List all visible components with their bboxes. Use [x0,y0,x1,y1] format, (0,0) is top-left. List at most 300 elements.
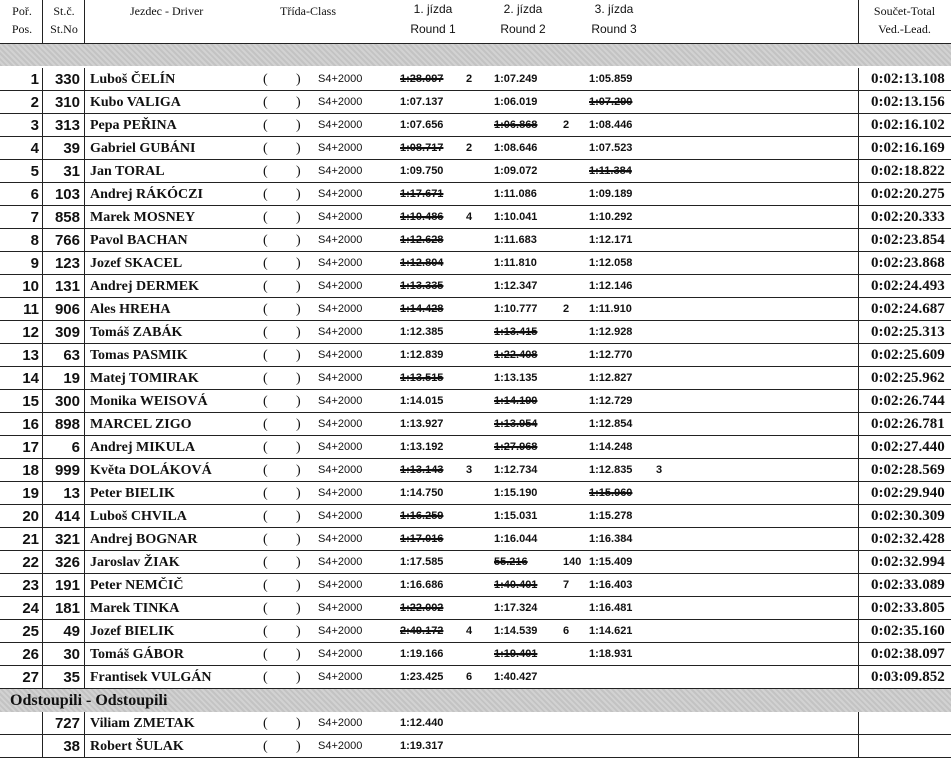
paren-close: ) [296,440,301,455]
driver-name: Peter BIELIK [90,486,175,501]
round3-time: 1:16.384 [589,533,633,545]
header-driver: Jezdec - Driver [130,4,204,18]
class-label: S4+2000 [318,73,363,85]
round2-time: 1:14.539 [494,625,538,637]
class-label: S4+2000 [318,533,363,545]
round2-time: 1:40.401 [494,579,538,591]
header-pos-cz: Poř. [12,4,32,18]
grid-line [858,666,859,689]
grid-line [84,160,85,183]
total-time: 0:02:32.994 [871,554,945,570]
round2-time: 1:11.683 [494,234,537,246]
grid-line [858,298,859,321]
paren-open: ( [263,601,268,616]
class-label: S4+2000 [318,372,363,384]
start-number: 49 [63,623,80,640]
grid-line [84,597,85,620]
paren-close: ) [296,555,301,570]
start-number: 191 [54,577,80,594]
driver-name: Monika WEISOVÁ [90,394,208,409]
paren-close: ) [296,279,301,294]
grid-line [84,505,85,528]
class-label: S4+2000 [318,671,363,683]
position: 17 [22,439,39,456]
header-lead: Ved.-Lead. [878,22,931,36]
round2-time: 1:13.954 [494,418,538,430]
class-label: S4+2000 [318,441,363,453]
table-row [0,183,951,206]
total-time: 0:02:28.569 [871,462,945,478]
grid-line [42,551,43,574]
grid-line [42,528,43,551]
paren-close: ) [296,532,301,547]
table-row [0,390,951,413]
start-number: 313 [54,117,80,134]
round3-time: 1:12.058 [589,257,633,269]
round2-time: 1:15.031 [494,510,538,522]
class-label: S4+2000 [318,418,363,430]
paren-close: ) [296,739,301,754]
driver-name: Tomáš ZABÁK [90,325,183,340]
round1-note: 2 [466,142,473,154]
paren-open: ( [263,647,268,662]
class-label: S4+2000 [318,349,363,361]
grid-line [42,436,43,459]
round1-note: 2 [466,73,473,85]
start-number: 310 [54,94,80,111]
paren-close: ) [296,601,301,616]
grid-line [42,482,43,505]
paren-close: ) [296,578,301,593]
class-label: S4+2000 [318,556,363,568]
header-class: Třída-Class [280,4,336,18]
paren-open: ( [263,348,268,363]
paren-open: ( [263,624,268,639]
position: 11 [23,301,39,318]
position: 23 [22,577,39,594]
total-time: 0:02:23.854 [871,232,945,248]
round2-time: 1:11.810 [494,257,537,269]
driver-name: Marek TINKA [90,601,180,616]
round1-time: 1:13.143 [400,464,444,476]
class-label: S4+2000 [318,740,363,752]
grid-line [84,482,85,505]
round2-time: 1:16.044 [494,533,538,545]
round3-time: 1:07.523 [589,142,633,154]
round3-time: 1:12.835 [589,464,633,476]
driver-name: Květa DOLÁKOVÁ [90,463,212,478]
paren-close: ) [296,716,301,731]
paren-open: ( [263,532,268,547]
driver-name: MARCEL ZIGO [90,417,192,432]
grid-line [42,459,43,482]
total-time: 0:02:27.440 [871,439,945,455]
grid-line [84,206,85,229]
paren-close: ) [296,302,301,317]
round3-time: 1:11.910 [589,303,632,315]
grid-line [42,735,43,758]
table-row [0,505,951,528]
round3-time: 1:18.931 [589,648,633,660]
position: 7 [30,209,39,226]
round1-time: 1:17.585 [400,556,444,568]
class-label: S4+2000 [318,602,363,614]
total-time: 0:02:23.868 [871,255,945,271]
paren-open: ( [263,164,268,179]
table-row [0,413,951,436]
round1-time: 1:19.317 [400,740,444,752]
table-row [0,620,951,643]
paren-open: ( [263,555,268,570]
total-time: 0:02:24.687 [871,301,945,317]
round1-time: 1:08.717 [400,142,444,154]
grid-line [84,229,85,252]
paren-close: ) [296,670,301,685]
header-round2-cz: 2. jízda [503,2,543,16]
round2-note: 2 [563,303,570,315]
grid-line [84,367,85,390]
paren-close: ) [296,509,301,524]
grid-line [84,551,85,574]
grid-line [858,0,859,43]
row-divider [0,757,951,758]
round1-time: 1:14.750 [400,487,444,499]
round1-time: 1:22.002 [400,602,444,614]
grid-line [42,137,43,160]
paren-open: ( [263,509,268,524]
total-time: 0:02:13.156 [871,94,945,110]
grid-line [42,91,43,114]
paren-open: ( [263,325,268,340]
position: 8 [30,232,39,249]
class-label: S4+2000 [318,188,363,200]
class-label: S4+2000 [318,234,363,246]
driver-name: Andrej DERMEK [90,279,200,294]
round2-note: 6 [563,625,570,637]
paren-open: ( [263,394,268,409]
total-time: 0:02:25.962 [871,370,945,386]
paren-open: ( [263,371,268,386]
round3-time: 1:12.146 [589,280,633,292]
round1-time: 1:07.137 [400,96,444,108]
table-row [0,643,951,666]
grid-line [84,620,85,643]
table-row [0,275,951,298]
driver-name: Frantisek VULGÁN [90,670,212,685]
round1-time: 1:17.671 [400,188,444,200]
class-label: S4+2000 [318,717,363,729]
paren-open: ( [263,256,268,271]
grid-line [858,91,859,114]
grid-line [84,91,85,114]
grid-line [42,574,43,597]
table-row [0,321,951,344]
total-time: 0:02:33.805 [871,600,945,616]
class-label: S4+2000 [318,579,363,591]
table-row [0,206,951,229]
total-time: 0:02:24.493 [871,278,945,294]
total-time: 0:02:16.169 [871,140,945,156]
grid-line [84,298,85,321]
grid-line [42,160,43,183]
round2-time: 55.216 [494,556,528,568]
total-time: 0:03:09.852 [871,669,945,685]
paren-close: ) [296,187,301,202]
retired-section-header [0,689,951,712]
round1-time: 1:10.486 [400,211,444,223]
grid-line [858,735,859,758]
grid-line [84,183,85,206]
paren-open: ( [263,440,268,455]
round2-time: 1:13.135 [494,372,538,384]
position: 18 [22,462,39,479]
round2-time: 1:06.019 [494,96,538,108]
total-time: 0:02:26.781 [871,416,945,432]
round2-time: 1:06.868 [494,119,538,131]
round3-time: 1:12.827 [589,372,633,384]
position: 5 [30,163,39,180]
driver-name: Pavol BACHAN [90,233,188,248]
total-time: 0:02:25.313 [871,324,945,340]
position: 4 [30,140,39,157]
paren-open: ( [263,233,268,248]
grid-line [858,436,859,459]
table-row [0,436,951,459]
start-number: 321 [54,531,80,548]
table-row [0,114,951,137]
total-time: 0:02:32.428 [871,531,945,547]
round1-time: 1:23.425 [400,671,444,683]
round3-note: 3 [656,464,663,476]
paren-open: ( [263,95,268,110]
grid-line [858,114,859,137]
grid-line [858,367,859,390]
start-number: 330 [54,71,80,88]
grid-line [858,183,859,206]
grid-line [42,666,43,689]
round1-time: 1:12.839 [400,349,444,361]
start-number: 858 [54,209,80,226]
position: 19 [22,485,39,502]
grid-line [84,344,85,367]
header-round3-cz: 3. jízda [594,2,634,16]
grid-line [42,114,43,137]
driver-name: Kubo VALIGA [90,95,181,110]
grid-line [858,68,859,91]
driver-name: Gabriel GUBÁNI [90,141,196,156]
position: 9 [30,255,39,272]
header-divider [0,43,951,44]
driver-name: Andrej MIKULA [90,440,196,455]
header-band [0,44,951,66]
class-label: S4+2000 [318,257,363,269]
table-row [0,229,951,252]
grid-line [858,275,859,298]
grid-line [42,68,43,91]
round1-time: 1:19.166 [400,648,444,660]
round3-time: 1:12.854 [589,418,633,430]
total-time: 0:02:18.822 [871,163,945,179]
table-row [0,551,951,574]
driver-name: Jozef SKACEL [90,256,183,271]
grid-line [84,712,85,735]
class-label: S4+2000 [318,326,363,338]
grid-line [858,643,859,666]
grid-line [84,252,85,275]
retired-label: Odstoupili - Odstoupili [10,692,168,709]
class-label: S4+2000 [318,211,363,223]
round2-time: 1:07.249 [494,73,538,85]
grid-line [858,390,859,413]
paren-close: ) [296,325,301,340]
total-time: 0:02:35.160 [871,623,945,639]
start-number: 309 [54,324,80,341]
grid-line [858,206,859,229]
table-row [0,137,951,160]
paren-open: ( [263,486,268,501]
grid-line [858,505,859,528]
round2-time: 1:19.401 [494,648,538,660]
driver-name: Tomas PASMIK [90,348,188,363]
header-stno-en: St.No [50,22,78,36]
round1-time: 1:09.750 [400,165,444,177]
grid-line [858,229,859,252]
start-number: 38 [63,738,80,755]
paren-open: ( [263,210,268,225]
start-number: 898 [54,416,80,433]
class-label: S4+2000 [318,303,363,315]
start-number: 326 [54,554,80,571]
grid-line [858,160,859,183]
grid-line [858,459,859,482]
total-time: 0:02:29.940 [871,485,945,501]
class-label: S4+2000 [318,395,363,407]
class-label: S4+2000 [318,96,363,108]
start-number: 727 [54,715,80,732]
round3-time: 1:12.729 [589,395,633,407]
paren-close: ) [296,417,301,432]
position: 10 [22,278,39,295]
grid-line [42,367,43,390]
round3-time: 1:16.481 [589,602,633,614]
total-time: 0:02:38.097 [871,646,945,662]
round1-time: 1:13.335 [400,280,444,292]
round3-time: 1:08.446 [589,119,633,131]
paren-close: ) [296,118,301,133]
round1-time: 1:12.440 [400,717,444,729]
round3-time: 1:09.189 [589,188,633,200]
start-number: 906 [54,301,80,318]
grid-line [84,574,85,597]
grid-line [858,482,859,505]
start-number: 30 [63,646,80,663]
grid-line [42,597,43,620]
round3-time: 1:14.248 [589,441,633,453]
position: 16 [22,416,39,433]
position: 21 [22,531,39,548]
driver-name: Peter NEMČIČ [90,578,184,593]
round1-time: 1:13.192 [400,441,444,453]
grid-line [42,183,43,206]
position: 24 [22,600,39,617]
class-label: S4+2000 [318,280,363,292]
paren-close: ) [296,95,301,110]
retired-row [0,735,951,758]
table-header [0,0,951,42]
grid-line [84,459,85,482]
position: 26 [22,646,39,663]
position: 13 [22,347,39,364]
header-round3-en: Round 3 [591,22,637,36]
round2-note: 7 [563,579,570,591]
round3-time: 1:14.621 [589,625,633,637]
grid-line [84,528,85,551]
round1-time: 1:07.656 [400,119,444,131]
start-number: 766 [54,232,80,249]
driver-name: Luboš CHVILA [90,509,187,524]
driver-name: Pepa PEŘINA [90,118,177,133]
start-number: 6 [71,439,80,456]
grid-line [42,229,43,252]
round3-time: 1:15.278 [589,510,633,522]
grid-line [84,413,85,436]
grid-line [84,275,85,298]
paren-open: ( [263,279,268,294]
paren-open: ( [263,118,268,133]
table-row [0,252,951,275]
paren-open: ( [263,670,268,685]
round1-time: 1:13.927 [400,418,444,430]
grid-line [858,528,859,551]
header-total: Součet-Total [873,4,936,18]
grid-line [84,68,85,91]
paren-open: ( [263,716,268,731]
start-number: 19 [63,370,80,387]
round2-time: 1:10.777 [494,303,538,315]
paren-close: ) [296,164,301,179]
grid-line [858,413,859,436]
driver-name: Tomáš GÁBOR [90,647,185,662]
total-time: 0:02:20.275 [871,186,945,202]
paren-close: ) [296,141,301,156]
position: 22 [22,554,39,571]
round3-time: 1:15.960 [589,487,633,499]
grid-line [858,344,859,367]
grid-line [858,574,859,597]
position: 12 [22,324,39,341]
class-label: S4+2000 [318,625,363,637]
grid-line [42,344,43,367]
round2-time: 1:11.086 [494,188,537,200]
paren-open: ( [263,141,268,156]
class-label: S4+2000 [318,119,363,131]
grid-line [84,321,85,344]
position: 14 [22,370,39,387]
round1-time: 1:12.385 [400,326,444,338]
round3-time: 1:12.928 [589,326,633,338]
grid-line [858,597,859,620]
round3-time: 1:07.290 [589,96,633,108]
round3-time: 1:16.403 [589,579,633,591]
grid-line [42,321,43,344]
table-row [0,91,951,114]
start-number: 35 [63,669,80,686]
position: 25 [22,623,39,640]
grid-line [84,114,85,137]
round2-time: 1:14.190 [494,395,538,407]
round1-time: 1:28.097 [400,73,444,85]
class-label: S4+2000 [318,142,363,154]
